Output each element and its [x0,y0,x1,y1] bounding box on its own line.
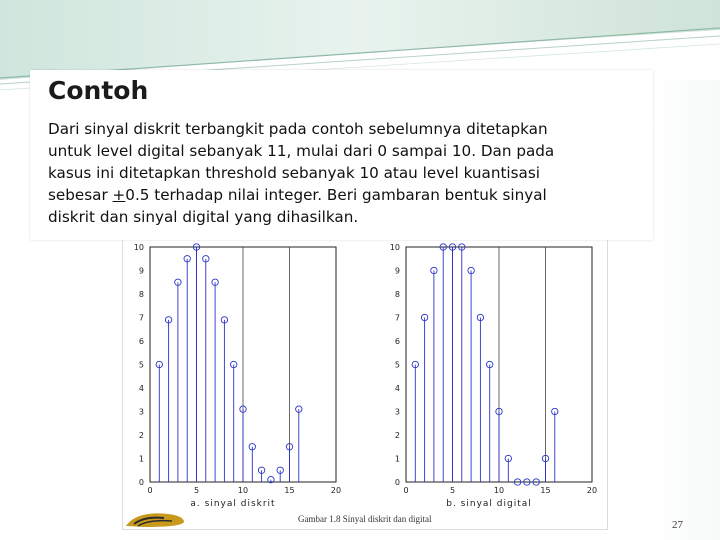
x-tick-label-b-0: 0 [403,486,409,495]
x-tick-label-a-2: 10 [237,486,249,495]
y-tick-label-a-0: 0 [138,478,144,487]
y-tick-label-b-1: 1 [394,454,400,464]
body-line-5: diskrit dan sinyal digital yang dihasilkan. [48,208,359,226]
body-line-4-rest: 0.5 terhadap nilai integer. Beri gambaran bentuk sinyal [125,186,547,204]
slide-body [48,118,652,228]
x-tick-label-a-3: 15 [284,486,295,495]
x-axis-label-b: b. sinyal digital [446,499,532,509]
page-number: 27 [672,519,683,531]
x-axis-label-a: a. sinyal diskrit [190,499,276,509]
x-tick-label-b-3: 15 [540,486,551,495]
x-tick-label-a-0: 0 [147,486,153,495]
figure-caption: Gambar 1.8 Sinyal diskrit dan digital [298,514,432,524]
y-tick-label-b-7: 7 [394,313,400,323]
x-tick-label-b-2: 10 [493,486,505,495]
body-line-2: untuk level digital sebanyak 11, mulai dari 0 sampai 10. Dan pada [48,142,555,160]
y-tick-label-a-4: 4 [138,384,144,393]
y-tick-label-b-0: 0 [394,478,400,487]
y-tick-label-a-2: 2 [138,431,144,440]
slide-side-shade [650,80,720,540]
y-tick-label-a-9: 9 [138,266,144,276]
y-tick-label-b-10: 10 [389,243,400,252]
x-tick-label-b-4: 20 [586,486,598,495]
y-tick-label-b-4: 4 [394,384,400,393]
y-tick-label-b-5: 5 [394,360,400,370]
body-line-4 [48,184,652,206]
slide-title: Contoh [48,76,149,105]
y-tick-label-a-5: 5 [138,360,144,370]
y-tick-label-a-8: 8 [138,290,144,299]
x-tick-label-b-1: 5 [449,486,456,495]
y-tick-label-a-6: 6 [138,337,144,346]
y-tick-label-a-7: 7 [138,313,144,323]
book-logo-icon [124,510,186,528]
x-tick-label-a-1: 5 [193,486,200,495]
y-tick-label-a-10: 10 [133,243,144,252]
stem-plots [122,232,606,528]
x-tick-label-a-4: 20 [330,486,342,495]
y-tick-label-b-3: 3 [394,407,400,417]
y-tick-label-b-2: 2 [394,431,400,440]
body-line-3: kasus ini ditetapkan threshold sebanyak 10 atau level kuantisasi [48,164,540,182]
y-tick-label-b-9: 9 [394,266,400,276]
plus-minus-symbol: + [112,186,126,204]
y-tick-label-b-6: 6 [394,337,400,346]
body-line-1: Dari sinyal diskrit terbangkit pada contoh sebelumnya ditetapkan [48,120,548,138]
body-line-4-start: sebesar [48,186,113,204]
y-tick-label-a-3: 3 [138,407,144,417]
y-tick-label-b-8: 8 [394,290,400,299]
y-tick-label-a-1: 1 [138,454,144,464]
